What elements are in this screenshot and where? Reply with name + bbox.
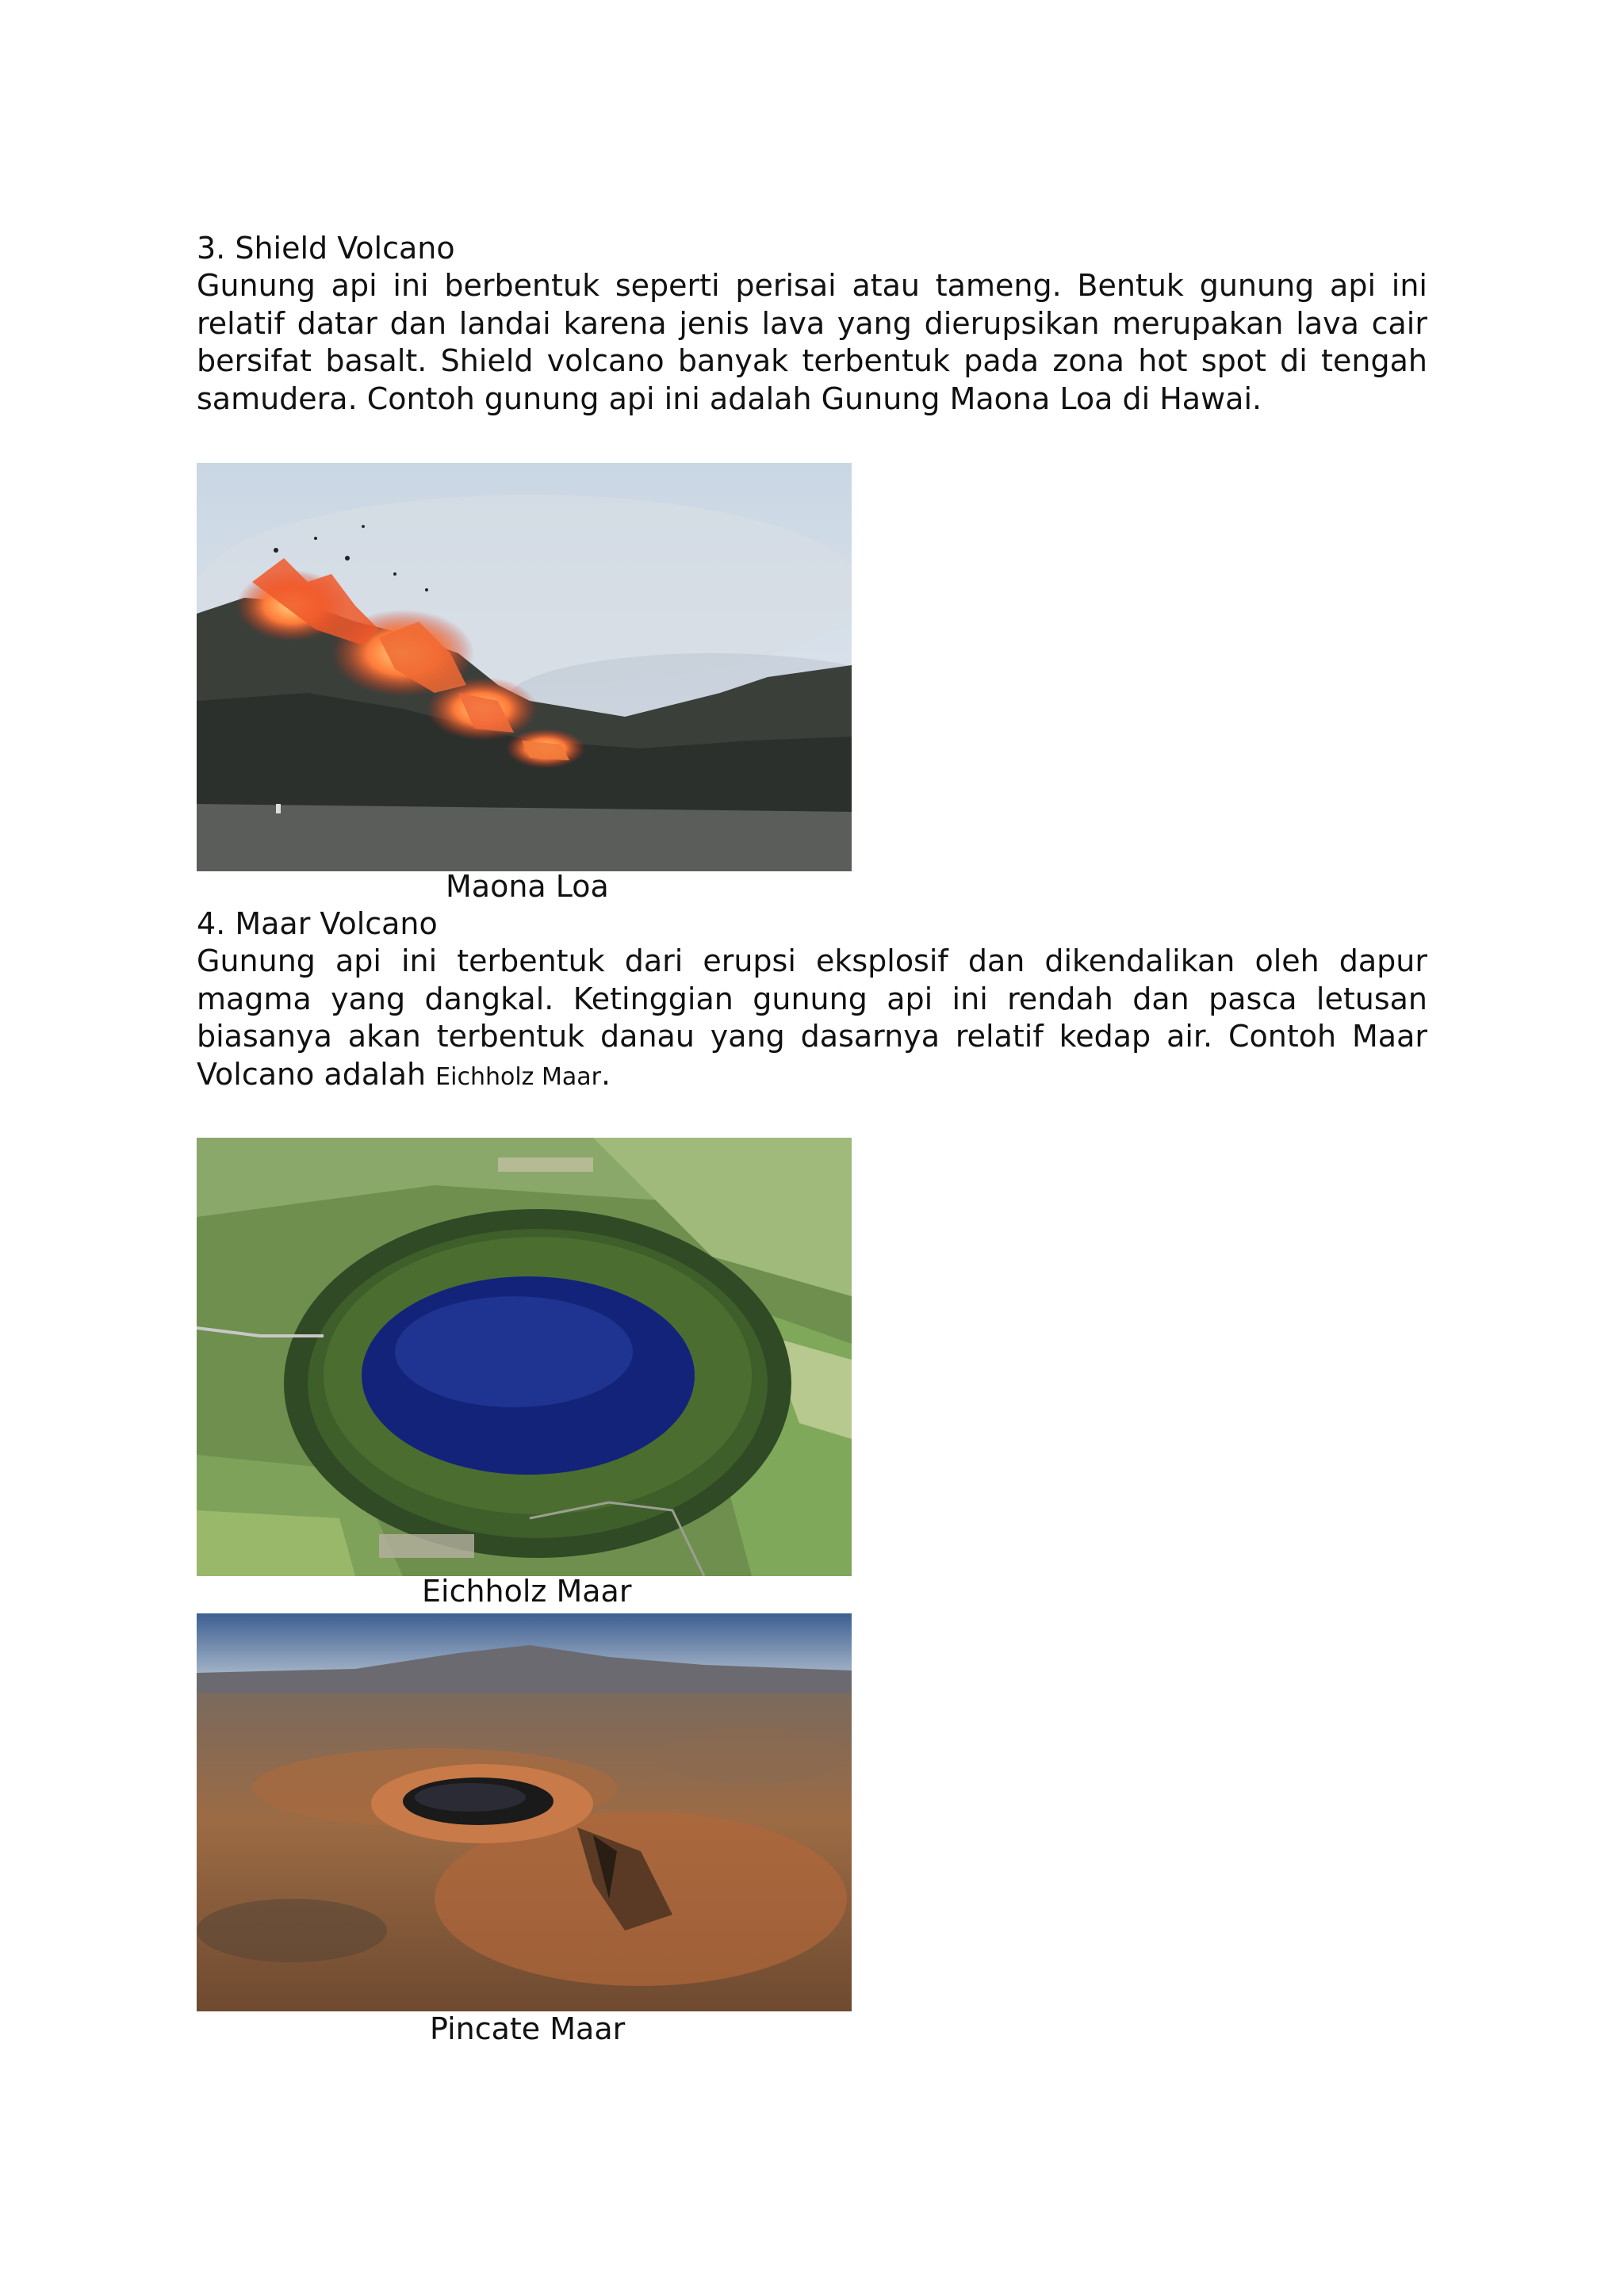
section-heading-shield-volcano: 3. Shield Volcano (197, 231, 455, 266)
section-heading-maar-volcano: 4. Maar Volcano (197, 906, 438, 941)
paragraph-maar-volcano (197, 943, 1427, 1096)
paragraph-maar-end: . (600, 1056, 611, 1092)
eichholz-maar-photo (197, 1138, 852, 1576)
paragraph-shield-volcano: Gunung api ini berbentuk seperti perisai atau tameng. Bentuk gunung api ini relatif datar dan landai karena jenis lava yang dierupsikan merupakan lava cair bersifat basalt. Shield volcano banyak terbentuk pada zona hot spot di tengah samudera. Contoh gunung api ini adalah Gunung Maona Loa di Hawai. (197, 268, 1427, 416)
paragraph-maar-main-text: Gunung api ini terbentuk dari erupsi eksplosif dan dikendalikan oleh dapur magma yang dangkal. Ketinggian gunung api ini rendah dan pasca letusan biasanya akan terbentuk danau yang dasarnya relatif kedap air. Contoh Maar Volcano adalah (197, 943, 1427, 1092)
caption-maona-loa: Maona Loa (446, 869, 609, 904)
caption-eichholz-maar: Eichholz Maar (422, 1574, 632, 1609)
pincate-maar-photo (197, 1613, 852, 2011)
paragraph-maar-example: Eichholz Maar (435, 1062, 601, 1091)
maona-loa-photo (197, 463, 852, 871)
caption-pincate-maar: Pincate Maar (430, 2011, 626, 2046)
